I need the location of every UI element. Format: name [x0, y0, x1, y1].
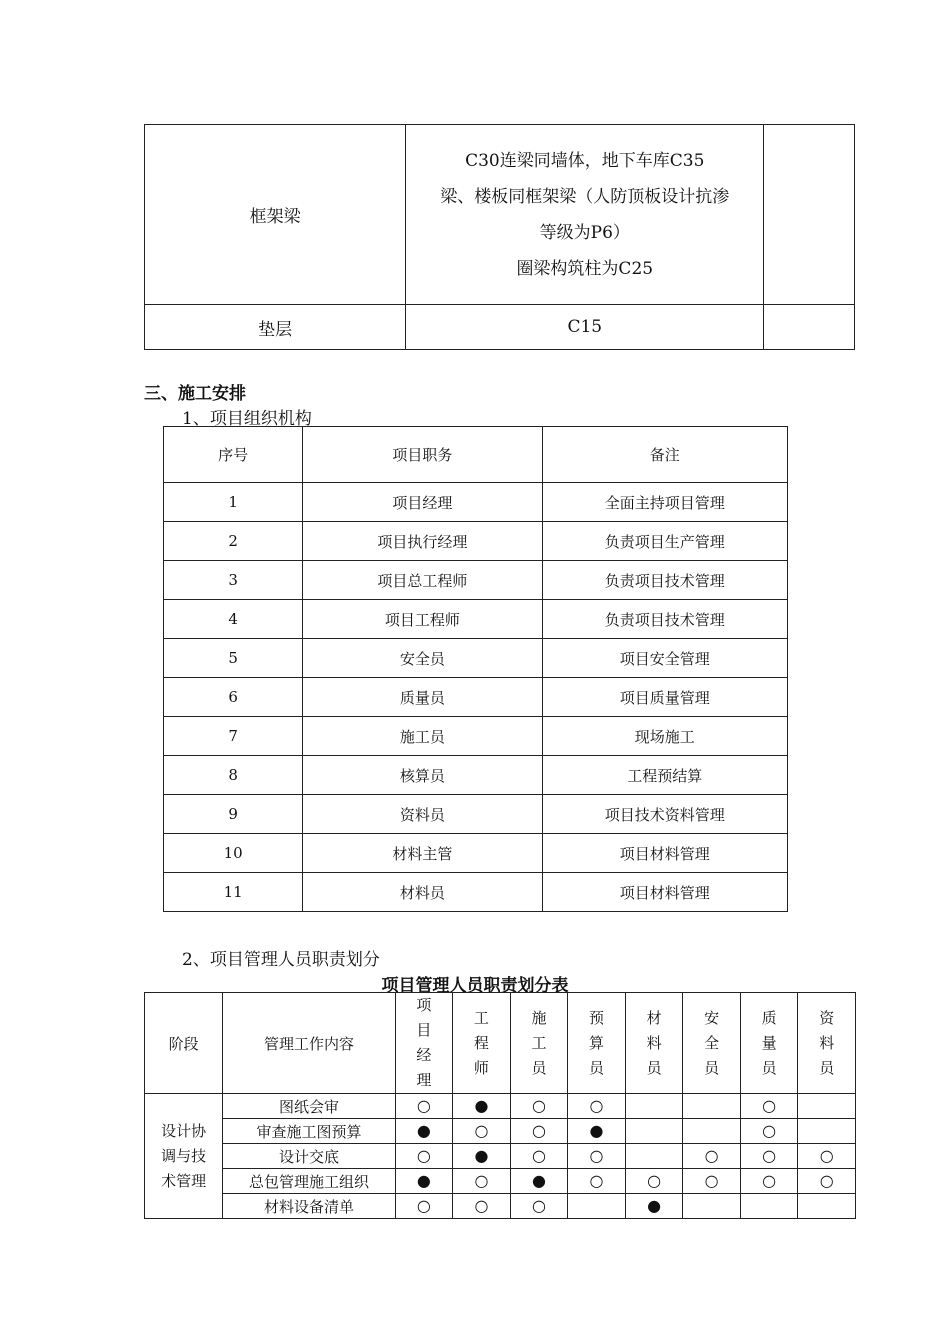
duty-content-cell: 总包管理施工组织: [223, 1169, 395, 1194]
secondary-duty-mark: ○: [589, 1146, 604, 1165]
role-char: 全: [704, 1033, 720, 1052]
duty-mark-cell: [798, 1169, 856, 1194]
section-heading: 三、施工安排: [144, 384, 246, 404]
secondary-duty-mark: ○: [819, 1171, 834, 1190]
seq-cell: 9: [164, 795, 303, 834]
duty-mark-cell: [798, 1094, 856, 1119]
secondary-duty-mark: ○: [531, 1196, 546, 1215]
duty-mark-cell: [625, 1094, 683, 1119]
position-cell: 材料主管: [303, 834, 542, 873]
duty-mark-cell: [798, 1194, 856, 1219]
table-row: [145, 1194, 856, 1219]
secondary-duty-mark: ○: [704, 1171, 719, 1190]
role-header: [568, 993, 626, 1094]
role-char: 目: [416, 1021, 432, 1039]
seq-cell: 7: [164, 717, 303, 756]
seq-cell: 4: [164, 600, 303, 639]
stage-line: 设计协: [161, 1121, 207, 1140]
role-char: 理: [416, 1071, 432, 1089]
duty-table-body: [145, 1094, 856, 1219]
grade-line: C30连梁同墙体，地下车库C35: [465, 150, 705, 171]
duty-mark-cell: [510, 1194, 568, 1219]
role-char: 资: [819, 1008, 835, 1027]
role-header: [683, 993, 741, 1094]
duty-mark-cell: [510, 1119, 568, 1144]
table-header-row: [145, 993, 856, 1094]
duty-mark-cell: [625, 1144, 683, 1169]
role-char: 工: [473, 1008, 489, 1027]
table-row: [145, 1094, 856, 1119]
role-header: [510, 993, 568, 1094]
role-char: 项: [416, 996, 432, 1014]
content-header: 管理工作内容: [223, 993, 395, 1094]
primary-duty-mark: ●: [416, 1121, 431, 1140]
table-row: [164, 483, 788, 522]
secondary-duty-mark: ○: [474, 1121, 489, 1140]
stage-line: 术管理: [161, 1171, 207, 1190]
table-row: [164, 678, 788, 717]
duty-mark-cell: [568, 1169, 626, 1194]
duty-mark-cell: [453, 1094, 511, 1119]
role-char: 师: [473, 1058, 489, 1077]
duty-mark-cell: [683, 1169, 741, 1194]
position-cell: 安全员: [303, 639, 542, 678]
role-char: 质: [761, 1008, 777, 1027]
seq-cell: 10: [164, 834, 303, 873]
secondary-duty-mark: ○: [416, 1196, 431, 1215]
header-cell: 备注: [542, 427, 787, 483]
role-char: 材: [646, 1008, 662, 1027]
role-header: [740, 993, 798, 1094]
seq-cell: 8: [164, 756, 303, 795]
secondary-duty-mark: ○: [474, 1171, 489, 1190]
stage-line: 调与技: [161, 1146, 207, 1165]
role-char: 工: [531, 1033, 547, 1052]
table-row: [145, 305, 855, 350]
remark-cell: 负责项目技术管理: [542, 600, 787, 639]
table-header-row: [164, 427, 788, 483]
note-cell: [764, 305, 855, 350]
role-header: [395, 993, 453, 1094]
duty-mark-cell: [510, 1144, 568, 1169]
table-row: [145, 1119, 856, 1144]
position-cell: 项目工程师: [303, 600, 542, 639]
remark-cell: 项目技术资料管理: [542, 795, 787, 834]
duty-mark-cell: [740, 1094, 798, 1119]
duty-mark-cell: [395, 1169, 453, 1194]
duty-mark-cell: [453, 1194, 511, 1219]
primary-duty-mark: ●: [589, 1121, 604, 1140]
role-header: [453, 993, 511, 1094]
role-char: 员: [589, 1058, 605, 1077]
secondary-duty-mark: ○: [762, 1121, 777, 1140]
remark-cell: 项目安全管理: [542, 639, 787, 678]
table-row: [164, 639, 788, 678]
remark-cell: 全面主持项目管理: [542, 483, 787, 522]
note-cell: [764, 125, 855, 305]
table-row: [145, 1144, 856, 1169]
duty-mark-cell: [798, 1119, 856, 1144]
secondary-duty-mark: ○: [589, 1096, 604, 1115]
duty-mark-cell: [568, 1144, 626, 1169]
remark-cell: 负责项目生产管理: [542, 522, 787, 561]
secondary-duty-mark: ○: [416, 1096, 431, 1115]
stage-header: 阶段: [145, 993, 223, 1094]
member-cell: 框架梁: [145, 125, 406, 305]
table-row: [145, 125, 855, 305]
position-cell: 项目总工程师: [303, 561, 542, 600]
secondary-duty-mark: ○: [416, 1146, 431, 1165]
duty-mark-cell: [683, 1094, 741, 1119]
role-char: 经: [416, 1046, 432, 1064]
table-title: 项目管理人员职责划分表: [381, 976, 569, 996]
duty-content-cell: 材料设备清单: [223, 1194, 395, 1219]
duty-mark-cell: [568, 1119, 626, 1144]
stage-cell: [145, 1094, 223, 1219]
role-char: 料: [646, 1033, 662, 1052]
duty-mark-cell: [568, 1094, 626, 1119]
remark-cell: 项目质量管理: [542, 678, 787, 717]
grade-line: 梁、楼板同框架梁（人防顶板设计抗渗: [440, 186, 730, 207]
role-char: 员: [646, 1058, 662, 1077]
position-cell: 项目执行经理: [303, 522, 542, 561]
grade-line: 等级为P6）: [539, 222, 630, 243]
secondary-duty-mark: ○: [762, 1096, 777, 1115]
table-row: [145, 1169, 856, 1194]
secondary-duty-mark: ○: [589, 1171, 604, 1190]
role-char: 预: [589, 1008, 605, 1027]
table-row: [164, 717, 788, 756]
org-structure-table: [163, 426, 788, 912]
table-row: [164, 795, 788, 834]
secondary-duty-mark: ○: [762, 1171, 777, 1190]
secondary-duty-mark: ○: [762, 1146, 777, 1165]
primary-duty-mark: ●: [647, 1196, 662, 1215]
subsection-heading: 1、项目组织机构: [182, 409, 312, 429]
grade-cell: [406, 125, 764, 305]
seq-cell: 1: [164, 483, 303, 522]
header-cell: 序号: [164, 427, 303, 483]
duty-content-cell: 设计交底: [223, 1144, 395, 1169]
duty-mark-cell: [683, 1144, 741, 1169]
role-char: 算: [589, 1033, 605, 1052]
role-char: 施: [531, 1008, 547, 1027]
table-row: [164, 561, 788, 600]
role-header: [798, 993, 856, 1094]
position-cell: 项目经理: [303, 483, 542, 522]
remark-cell: 项目材料管理: [542, 873, 787, 912]
duty-mark-cell: [740, 1169, 798, 1194]
role-char: 量: [761, 1033, 777, 1052]
position-cell: 质量员: [303, 678, 542, 717]
concrete-grade-table: [144, 124, 855, 350]
remark-cell: 项目材料管理: [542, 834, 787, 873]
duty-mark-cell: [740, 1194, 798, 1219]
secondary-duty-mark: ○: [647, 1171, 662, 1190]
seq-cell: 3: [164, 561, 303, 600]
secondary-duty-mark: ○: [531, 1146, 546, 1165]
duty-mark-cell: [625, 1194, 683, 1219]
secondary-duty-mark: ○: [704, 1146, 719, 1165]
position-cell: 材料员: [303, 873, 542, 912]
role-char: 员: [704, 1058, 720, 1077]
remark-cell: 工程预结算: [542, 756, 787, 795]
table-row: [164, 600, 788, 639]
secondary-duty-mark: ○: [531, 1121, 546, 1140]
duty-mark-cell: [625, 1169, 683, 1194]
duty-mark-cell: [453, 1144, 511, 1169]
subsection-heading: 2、项目管理人员职责划分: [182, 950, 380, 970]
remark-cell: 负责项目技术管理: [542, 561, 787, 600]
duty-mark-cell: [740, 1119, 798, 1144]
duty-content-cell: 图纸会审: [223, 1094, 395, 1119]
role-char: 员: [531, 1058, 547, 1077]
position-cell: 资料员: [303, 795, 542, 834]
secondary-duty-mark: ○: [531, 1096, 546, 1115]
primary-duty-mark: ●: [531, 1171, 546, 1190]
duty-mark-cell: [683, 1194, 741, 1219]
duty-mark-cell: [395, 1119, 453, 1144]
duty-mark-cell: [740, 1144, 798, 1169]
duty-division-table: [144, 992, 856, 1219]
seq-cell: 5: [164, 639, 303, 678]
table-row: [164, 834, 788, 873]
duty-mark-cell: [625, 1119, 683, 1144]
seq-cell: 2: [164, 522, 303, 561]
grade-line: 圈梁构筑柱为C25: [516, 258, 654, 279]
duty-content-cell: 审查施工图预算: [223, 1119, 395, 1144]
seq-cell: 6: [164, 678, 303, 717]
grade-cell: C15: [406, 305, 764, 350]
primary-duty-mark: ●: [416, 1171, 431, 1190]
duty-mark-cell: [395, 1194, 453, 1219]
header-cell: 项目职务: [303, 427, 542, 483]
duty-mark-cell: [510, 1169, 568, 1194]
duty-mark-cell: [395, 1094, 453, 1119]
org-table-body: [164, 483, 788, 912]
role-char: 料: [819, 1033, 835, 1052]
position-cell: 施工员: [303, 717, 542, 756]
duty-mark-cell: [510, 1094, 568, 1119]
table-row: [164, 522, 788, 561]
duty-mark-cell: [395, 1144, 453, 1169]
duty-mark-cell: [453, 1119, 511, 1144]
remark-cell: 现场施工: [542, 717, 787, 756]
secondary-duty-mark: ○: [474, 1196, 489, 1215]
primary-duty-mark: ●: [474, 1096, 489, 1115]
primary-duty-mark: ●: [474, 1146, 489, 1165]
duty-mark-cell: [453, 1169, 511, 1194]
secondary-duty-mark: ○: [819, 1146, 834, 1165]
duty-mark-cell: [568, 1194, 626, 1219]
role-char: 员: [761, 1058, 777, 1077]
role-char: 员: [819, 1058, 835, 1077]
member-cell: 垫层: [145, 305, 406, 350]
role-header: [625, 993, 683, 1094]
seq-cell: 11: [164, 873, 303, 912]
role-char: 程: [473, 1033, 489, 1052]
duty-mark-cell: [798, 1144, 856, 1169]
duty-mark-cell: [683, 1119, 741, 1144]
role-char: 安: [704, 1008, 720, 1027]
position-cell: 核算员: [303, 756, 542, 795]
table-row: [164, 873, 788, 912]
table-row: [164, 756, 788, 795]
